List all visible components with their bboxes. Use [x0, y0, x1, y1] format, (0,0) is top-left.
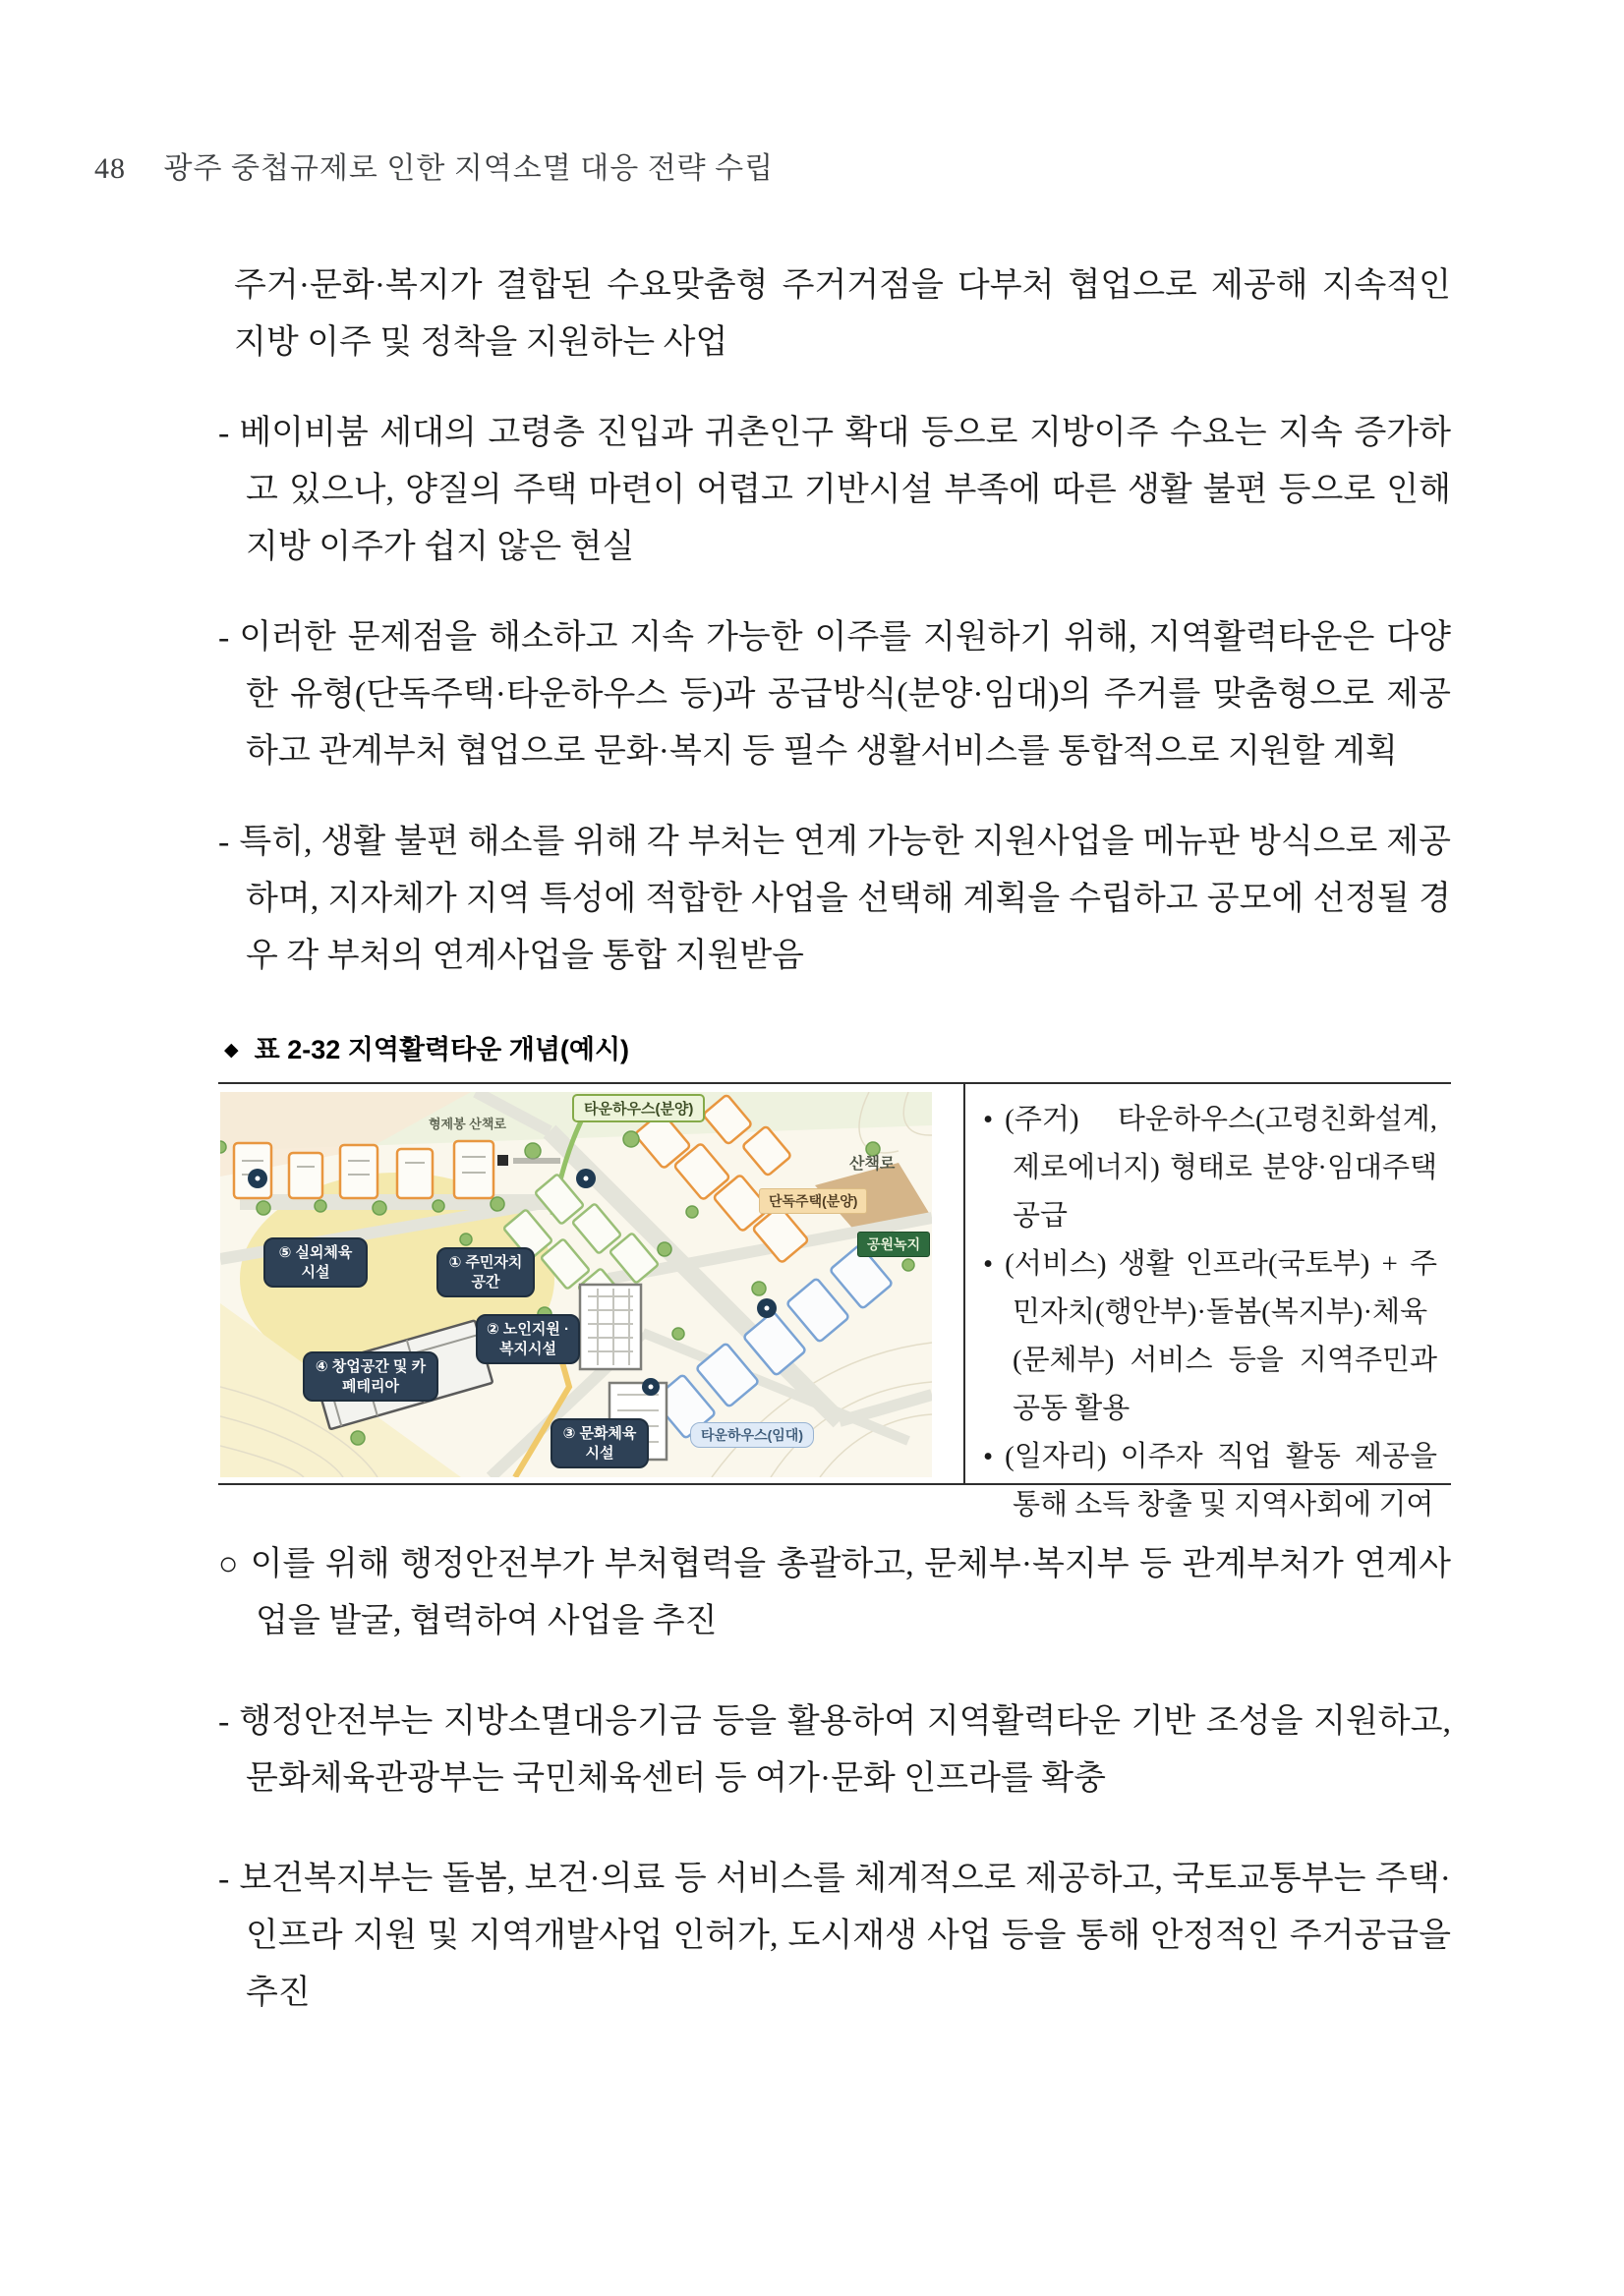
paragraph-text: 이러한 문제점을 해소하고 지속 가능한 이주를 지원하기 위해, 지역활력타운은 다양한 유형(단독주택·타운하우스 등)과 공급방식(분양·임대)의 주거를 맞춤형으로 제공하고 관계부처 협업으로 문화·복지 등 필수 생활서비스를 통합적으로 지원할 계획	[239, 619, 1451, 770]
paragraph	[218, 1851, 1451, 2022]
site-map-cell	[218, 1084, 963, 1483]
post-table-section	[218, 1536, 1451, 2022]
concept-bullet-list	[983, 1096, 1437, 1529]
list-item-text: (주거) 타운하우스(고령친화설계, 제로에너지) 형태로 분양·임대주택 공급	[1005, 1104, 1437, 1232]
page-number: 48	[94, 152, 126, 185]
paragraph	[218, 258, 1451, 372]
paragraph	[218, 814, 1451, 985]
dash-bullet: -	[218, 415, 230, 451]
paragraph-text: 베이비붐 세대의 고령층 진입과 귀촌인구 확대 등으로 지방이주 수요는 지속 증가하고 있으나, 양질의 주택 마련이 어렵고 기반시설 부족에 따른 생활 불편 등으로 인해 지방 이주가 쉽지 않은 현실	[239, 415, 1451, 565]
paragraph	[218, 1693, 1451, 1808]
map-label-green-space: 공원녹지	[857, 1232, 930, 1257]
dash-bullet: -	[218, 619, 230, 656]
map-label-culture-sports: ③ 문화체육 시설	[551, 1418, 649, 1468]
map-label-townhouse-rent: 타운하우스(임대)	[690, 1422, 814, 1448]
list-item	[983, 1096, 1437, 1240]
list-item-text: (서비스) 생활 인프라(국토부) + 주민자치(행안부)·돌봄(복지부)·체육(문체부) 서비스 등을 지역주민과 공동 활용	[1005, 1248, 1437, 1424]
list-item	[983, 1433, 1437, 1529]
paragraph-text: 특히, 생활 불편 해소를 위해 각 부처는 연계 가능한 지원사업을 메뉴판 방식으로 제공하며, 지자체가 지역 특성에 적합한 사업을 선택해 계획을 수립하고 공모에 선정될 경우 각 부처의 연계사업을 통합 지원받음	[239, 824, 1451, 974]
dash-bullet: -	[218, 824, 230, 860]
page-header	[94, 144, 774, 187]
map-label-townhouse-sale: 타운하우스(분양)	[572, 1094, 705, 1122]
bullet-icon: •	[983, 1248, 994, 1280]
map-label-startup-space: ④ 창업공간 및 카페테리아	[303, 1351, 438, 1402]
diamond-icon: ◆	[224, 1040, 239, 1061]
list-item-text: (일자리) 이주자 직업 활동 제공을 통해 소득 창출 및 지역사회에 기여	[1005, 1441, 1437, 1521]
bullet-icon: •	[983, 1104, 994, 1135]
paragraph	[218, 405, 1451, 576]
table-text-cell	[963, 1084, 1451, 1521]
paragraph	[218, 1536, 1451, 1650]
paragraph-text: 주거·문화·복지가 결합된 수요맞춤형 주거거점을 다부처 협업으로 제공해 지속적인 지방 이주 및 정착을 지원하는 사업	[234, 267, 1451, 361]
paragraph-text: 행정안전부는 지방소멸대응기금 등을 활용하여 지역활력타운 기반 조성을 지원하고, 문화체육관광부는 국민체육센터 등 여가·문화 인프라를 확충	[239, 1703, 1451, 1797]
map-label-outdoor-sports: ⑤ 실외체육 시설	[263, 1237, 368, 1288]
dash-bullet: -	[218, 1861, 230, 1897]
map-label-trail-top: 형제봉 산책로	[429, 1117, 506, 1131]
dash-bullet: -	[218, 1703, 230, 1740]
paragraph-text: 이를 위해 행정안전부가 부처협력을 총괄하고, 문체부·복지부 등 관계부처가 연계사업을 발굴, 협력하여 사업을 추진	[250, 1546, 1451, 1639]
concept-table	[218, 1082, 1451, 1521]
map-label-resident-space: ① 주민자치 공간	[436, 1247, 535, 1297]
page-content	[218, 258, 1451, 2065]
map-label-trail-right: 산책로	[849, 1156, 896, 1173]
map-label-senior-welfare: ② 노인지원 ·복지시설	[476, 1314, 580, 1364]
page-header-title: 광주 중첩규제로 인한 지역소멸 대응 전략 수립	[163, 152, 775, 185]
site-map-figure	[220, 1092, 932, 1477]
table-caption-text: 표 2-32 지역활력타운 개념(예시)	[254, 1035, 630, 1064]
list-item	[983, 1240, 1437, 1433]
circle-bullet: ○	[218, 1546, 241, 1582]
map-label-detached-sale: 단독주택(분양)	[759, 1188, 867, 1214]
bullet-icon: •	[983, 1441, 994, 1472]
table-caption	[224, 1028, 1451, 1066]
paragraph	[218, 609, 1451, 780]
paragraph-text: 보건복지부는 돌봄, 보건·의료 등 서비스를 체계적으로 제공하고, 국토교통부는 주택·인프라 지원 및 지역개발사업 인허가, 도시재생 사업 등을 통해 안정적인 주거공급을 추진	[239, 1861, 1451, 2011]
